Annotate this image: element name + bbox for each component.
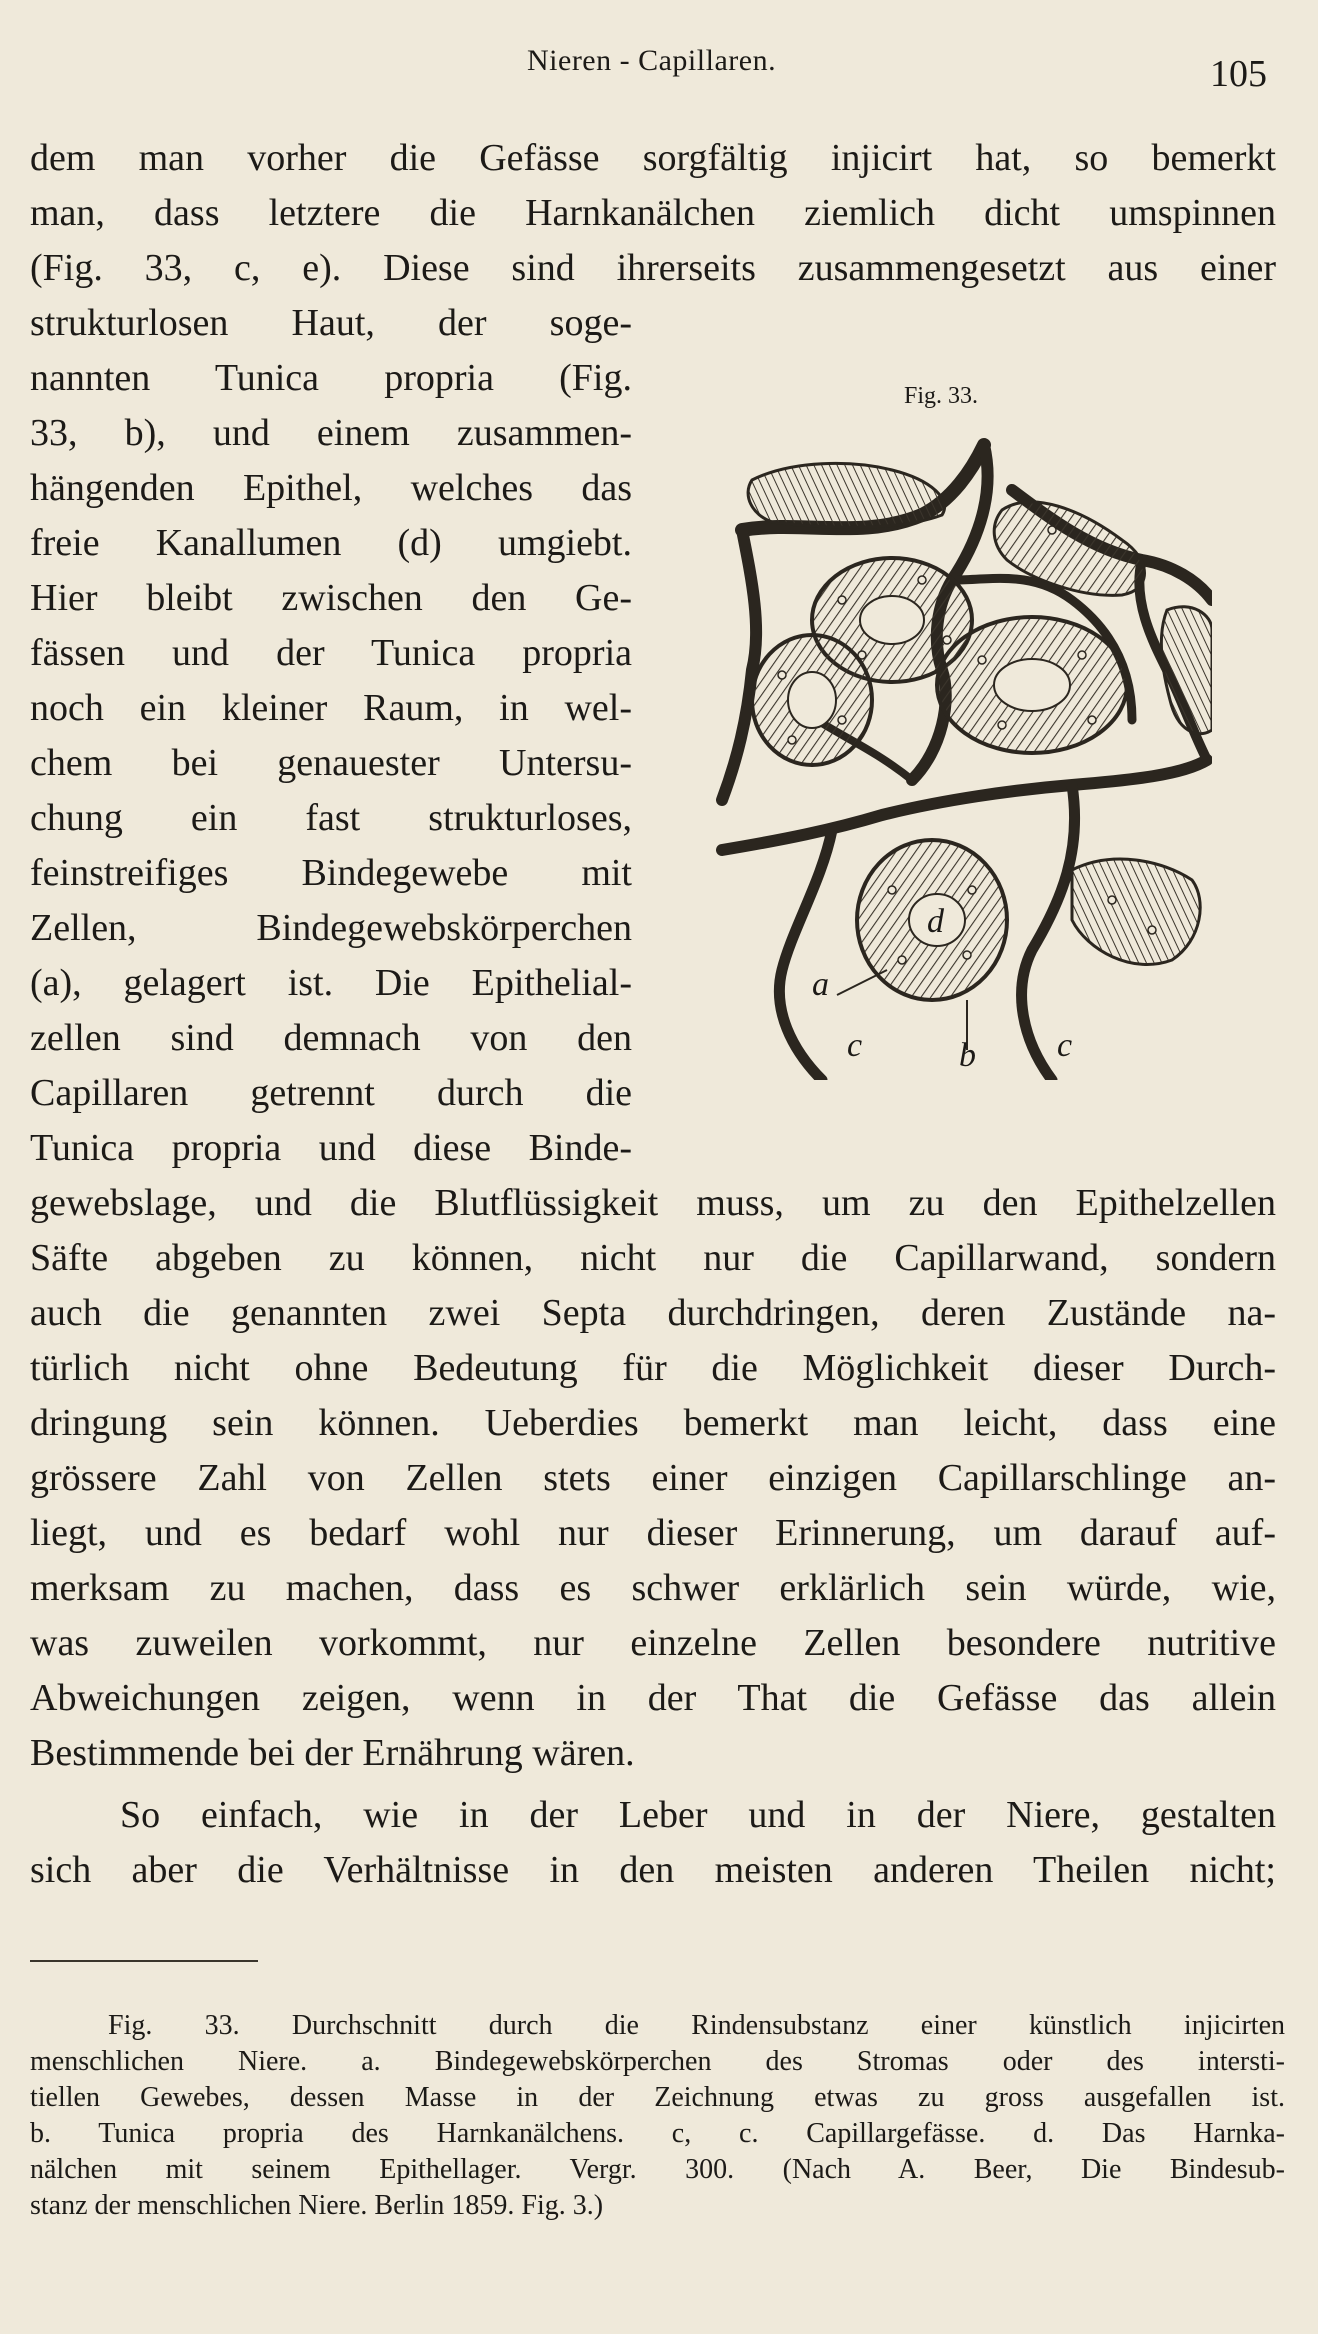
text-line: fässen und der Tunica propria — [30, 632, 632, 674]
caption-line: menschlichen Niere. a. Bindegewebskörperchen des Stromas oder des intersti- — [30, 2046, 1285, 2077]
text-line: auch die genannten zwei Septa durchdringen, deren Zustände na- — [30, 1292, 1276, 1334]
text-line: hängenden Epithel, welches das — [30, 467, 632, 509]
text-line: was zuweilen vorkommt, nur einzelne Zellen besondere nutritive — [30, 1622, 1276, 1664]
text-line: nannten Tunica propria (Fig. — [30, 357, 632, 399]
caption-line: b. Tunica propria des Harnkanälchens. c, c. Capillargefässe. d. Das Harnka- — [30, 2118, 1285, 2149]
caption-line: tiellen Gewebes, dessen Masse in der Zeichnung etwas zu gross ausgefallen ist. — [30, 2082, 1285, 2113]
footnote-rule — [30, 1960, 258, 1962]
running-title: Nieren - Capillaren. — [527, 44, 777, 77]
text-line: chem bei genauester Untersu- — [30, 742, 632, 784]
caption-line: nälchen mit seinem Epithellager. Vergr. 300. (Nach A. Beer, Die Bindesub- — [30, 2154, 1285, 2185]
text-line: feinstreifiges Bindegewebe mit — [30, 852, 632, 894]
figure-letter-d: d — [927, 903, 944, 940]
text-line: dem man vorher die Gefässe sorgfältig injicirt hat, so bemerkt — [30, 137, 1276, 179]
figure-letter-c: c — [847, 1027, 863, 1064]
figure-letter-c: c — [1057, 1027, 1073, 1064]
text-line: Säfte abgeben zu können, nicht nur die Capillarwand, sondern — [30, 1237, 1276, 1279]
text-line: grössere Zahl von Zellen stets einer einzigen Capillarschlinge an- — [30, 1457, 1276, 1499]
figure-letter-a: a — [812, 966, 829, 1003]
kidney-section-figure — [712, 430, 1212, 1080]
text-line: man, dass letztere die Harnkanälchen ziemlich dicht umspinnen — [30, 192, 1276, 234]
text-line: (Fig. 33, c, e). Diese sind ihrerseits zusammengesetzt aus einer — [30, 247, 1276, 289]
figure-letter-b: b — [959, 1037, 976, 1074]
text-line: merksam zu machen, dass es schwer erklärlich sein würde, wie, — [30, 1567, 1276, 1609]
text-line: Tunica propria und diese Binde- — [30, 1127, 632, 1169]
text-line: liegt, und es bedarf wohl nur dieser Erinnerung, um darauf auf- — [30, 1512, 1276, 1554]
text-line: Bestimmende bei der Ernährung wären. — [30, 1732, 635, 1774]
text-line: strukturlosen Haut, der soge- — [30, 302, 632, 344]
text-line: freie Kanallumen (d) umgiebt. — [30, 522, 632, 564]
figure-label: Fig. 33. — [904, 383, 979, 409]
text-line: zellen sind demnach von den — [30, 1017, 632, 1059]
text-line: (a), gelagert ist. Die Epithelial- — [30, 962, 632, 1004]
text-line: gewebslage, und die Blutflüssigkeit muss, um zu den Epithelzellen — [30, 1182, 1276, 1224]
text-line: sich aber die Verhältnisse in den meisten anderen Theilen nicht; — [30, 1849, 1276, 1891]
text-line: dringung sein können. Ueberdies bemerkt man leicht, dass eine — [30, 1402, 1276, 1444]
text-line: türlich nicht ohne Bedeutung für die Möglichkeit dieser Durch- — [30, 1347, 1276, 1389]
text-line: chung ein fast strukturloses, — [30, 797, 632, 839]
text-line: Abweichungen zeigen, wenn in der That die Gefässe das allein — [30, 1677, 1276, 1719]
caption-line: stanz der menschlichen Niere. Berlin 1859. Fig. 3.) — [30, 2190, 604, 2221]
text-line: noch ein kleiner Raum, in wel- — [30, 687, 632, 729]
text-line: Capillaren getrennt durch die — [30, 1072, 632, 1114]
text-line: So einfach, wie in der Leber und in der Niere, gestalten — [120, 1794, 1276, 1836]
text-line: Hier bleibt zwischen den Ge- — [30, 577, 632, 619]
caption-line: Fig. 33. Durchschnitt durch die Rindensubstanz einer künstlich injicirten — [108, 2010, 1285, 2041]
text-line: 33, b), und einem zusammen- — [30, 412, 632, 454]
text-line: Zellen, Bindegewebskörperchen — [30, 907, 632, 949]
page-number: 105 — [1210, 53, 1267, 95]
